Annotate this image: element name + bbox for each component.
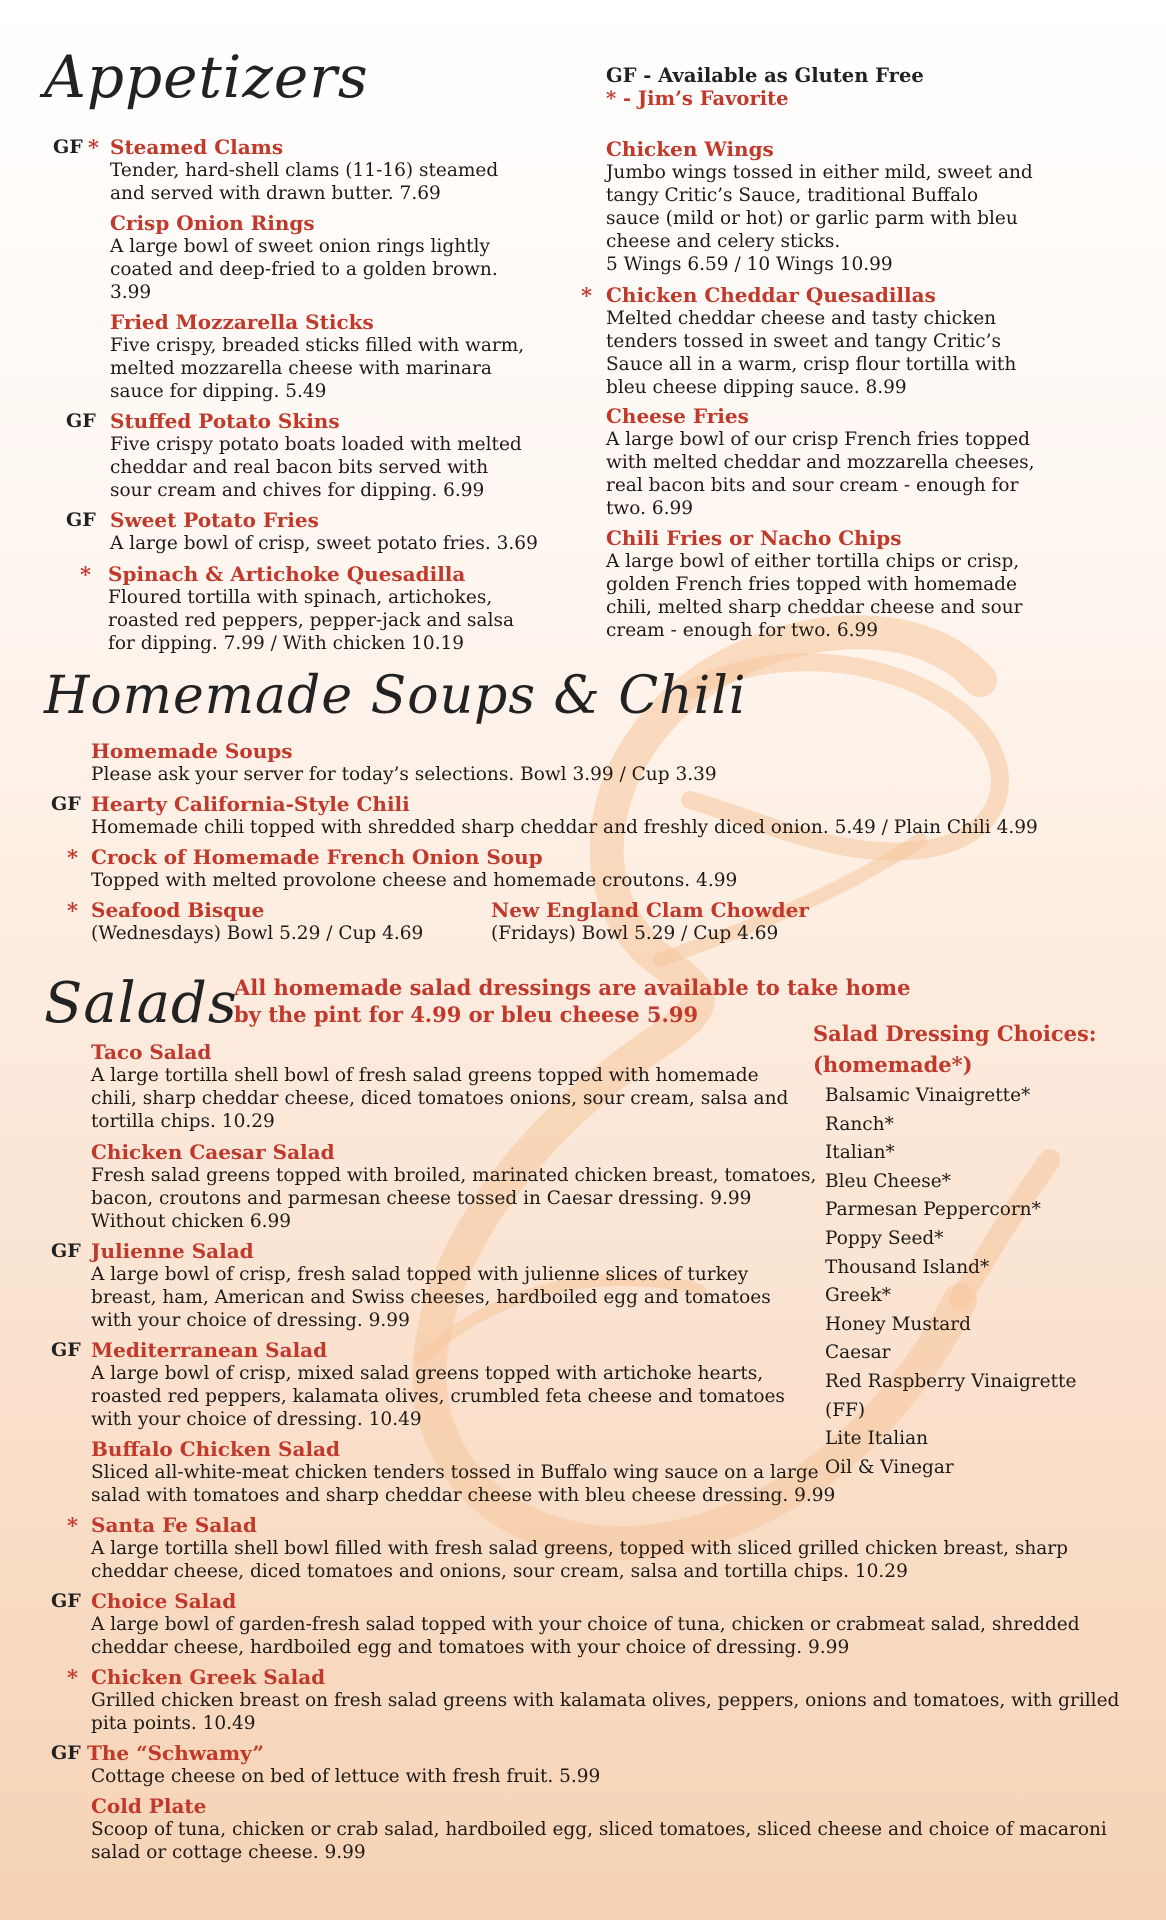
item-description: A large bowl of either tortilla chips or crisp, golden French fries topped with homemade chili, melted sharp cheddar cheese and sour cream - enough for two. 6.99	[606, 551, 1023, 641]
gf-badge: GF	[51, 793, 81, 815]
item-description: Please ask your server for today’s selections. Bowl 3.99 / Cup 3.39	[91, 764, 717, 785]
menu-item-taco-salad	[91, 1041, 791, 1133]
item-name: New England Clam Chowder	[491, 898, 809, 922]
item-name: Fried Mozzarella Sticks	[110, 310, 374, 334]
gf-badge: GF	[51, 1240, 81, 1262]
item-description: Fresh salad greens topped with broiled, marinated chicken breast, tomatoes, bacon, croutons and parmesan cheese tossed in Caesar dressing. 9.99 Without chicken 6.99	[91, 1165, 817, 1232]
favorite-star-icon: *	[67, 1513, 78, 1538]
menu-item-steamed-clams	[110, 136, 530, 205]
item-description: Melted cheddar cheese and tasty chicken tenders tossed in sweet and tangy Critic’s Sauce all in a warm, crisp flour tortilla with bleu cheese dipping sauce. 8.99	[606, 308, 1017, 398]
item-name: Cold Plate	[91, 1794, 207, 1818]
item-name: Chicken Cheddar Quesadillas	[606, 283, 936, 307]
item-name: Spinach & Artichoke Quesadilla	[108, 562, 466, 586]
dressing-option: Italian*	[825, 1142, 895, 1164]
item-description: A large bowl of sweet onion rings lightly coated and deep-fried to a golden brown. 3.99	[110, 236, 498, 303]
dressing-option: Lite Italian	[825, 1428, 929, 1450]
dressing-option: Balsamic Vinaigrette*	[825, 1085, 1031, 1106]
dressing-option: Poppy Seed*	[825, 1227, 944, 1249]
menu-item-choice-salad	[91, 1590, 1141, 1659]
item-name: Julienne Salad	[91, 1239, 254, 1263]
menu-item-santa-fe-salad	[91, 1514, 1121, 1583]
menu-item-chicken-greek-salad	[91, 1666, 1121, 1735]
appetizers-heading: Appetizers	[44, 43, 369, 111]
item-name: Steamed Clams	[110, 135, 284, 159]
menu-item-hearty-california-chili	[91, 793, 1151, 839]
item-description: A large bowl of our crisp French fries topped with melted cheddar and mozzarella cheeses, real bacon bits and sour cream - enough for two. 6.99	[606, 429, 1035, 519]
menu-item-crisp-onion-rings	[110, 212, 500, 304]
item-name: Crisp Onion Rings	[110, 211, 315, 235]
dressing-option: Red Raspberry Vinaigrette (FF)	[825, 1370, 1077, 1421]
menu-item-chicken-cheddar-quesadillas	[606, 284, 1046, 399]
item-description: Scoop of tuna, chicken or crab salad, hardboiled egg, sliced tomatoes, sliced cheese and choice of macaroni salad or cottage cheese. 9.99	[91, 1819, 1107, 1863]
dressing-option: Ranch*	[825, 1113, 894, 1135]
favorite-star-icon: *	[67, 1665, 78, 1690]
gf-badge: GF	[51, 1742, 81, 1764]
legend-gluten-free: GF - Available as Gluten Free	[606, 64, 924, 87]
dressing-option: Greek*	[825, 1285, 891, 1307]
menu-item-buffalo-chicken-salad	[91, 1438, 861, 1507]
salads-heading: Salads	[44, 971, 238, 1036]
gf-badge: GF	[66, 410, 96, 432]
dressing-choices-title: Salad Dressing Choices: (homemade*)	[813, 1021, 1097, 1077]
item-description: Grilled chicken breast on fresh salad greens with kalamata olives, peppers, onions and tomatoes, with grilled pita points. 10.49	[91, 1690, 1120, 1734]
menu-item-spinach-artichoke-quesadilla	[108, 563, 528, 655]
item-name: Chili Fries or Nacho Chips	[606, 526, 902, 550]
menu-item-fried-mozzarella-sticks	[110, 311, 540, 403]
legend	[606, 64, 924, 110]
item-name: Chicken Caesar Salad	[91, 1140, 335, 1164]
item-description: Topped with melted provolone cheese and homemade croutons. 4.99	[91, 870, 738, 891]
item-name: Taco Salad	[91, 1040, 212, 1064]
dressing-list	[813, 1082, 1113, 1482]
dressing-option: Parmesan Peppercorn*	[825, 1199, 1041, 1221]
item-name: Choice Salad	[91, 1589, 237, 1613]
favorite-star-icon: *	[88, 135, 99, 160]
gf-badge: GF	[53, 136, 83, 158]
favorite-star-icon: *	[67, 845, 78, 870]
item-description: Five crispy potato boats loaded with melted cheddar and real bacon bits served with sour cream and chives for dipping. 6.99	[110, 434, 522, 501]
item-description: Five crispy, breaded sticks filled with warm, melted mozzarella cheese with marinara sauce for dipping. 5.49	[110, 335, 525, 402]
item-price: 5 Wings 6.59 / 10 Wings 10.99	[606, 254, 893, 275]
item-description: A large bowl of crisp, mixed salad greens topped with artichoke hearts, roasted red peppers, kalamata olives, crumbled feta cheese and tomatoes with your choice of dressing. 10.49	[91, 1363, 785, 1430]
menu-item-mediterranean-salad	[91, 1339, 791, 1431]
item-name: Chicken Wings	[606, 137, 774, 161]
item-description: A large tortilla shell bowl filled with fresh salad greens, topped with sliced grilled chicken breast, sharp cheddar cheese, diced tomatoes and onions, sour cream, salsa and tortilla chips. 10.29	[91, 1538, 1068, 1582]
gf-badge: GF	[51, 1339, 81, 1361]
item-description: Homemade chili topped with shredded sharp cheddar and freshly diced onion. 5.49 / Plain Chili 4.99	[91, 817, 1038, 838]
item-name: Cheese Fries	[606, 404, 749, 428]
item-description: Jumbo wings tossed in either mild, sweet and tangy Critic’s Sauce, traditional Buffalo sauce (mild or hot) or garlic parm with bleu cheese and celery sticks.	[606, 162, 1033, 252]
menu-item-seafood-bisque	[91, 899, 471, 945]
menu-item-cheese-fries	[606, 405, 1036, 520]
menu-item-french-onion-soup	[91, 846, 1091, 892]
dressing-option: Oil & Vinegar	[825, 1456, 954, 1478]
dressing-option: Honey Mustard	[825, 1313, 971, 1335]
item-name: Crock of Homemade French Onion Soup	[91, 845, 543, 869]
item-description: Floured tortilla with spinach, artichokes, roasted red peppers, pepper-jack and salsa for dipping. 7.99 / With chicken 10.19	[108, 587, 515, 654]
soups-heading: Homemade Soups & Chili	[44, 666, 747, 726]
dressing-option: Thousand Island*	[825, 1256, 990, 1278]
item-name: Seafood Bisque	[91, 898, 265, 922]
menu-item-sweet-potato-fries	[110, 509, 570, 555]
item-name: Mediterranean Salad	[91, 1338, 328, 1362]
item-description: A large bowl of crisp, fresh salad topped with julienne slices of turkey breast, ham, American and Swiss cheeses, hardboiled egg and tomatoes with your choice of dressing. 9.99	[91, 1264, 771, 1331]
item-description: A large bowl of crisp, sweet potato fries. 3.69	[110, 533, 538, 554]
item-name: Sweet Potato Fries	[110, 508, 319, 532]
menu-item-homemade-soups	[91, 740, 1091, 786]
gf-badge: GF	[66, 509, 96, 531]
item-name: Homemade Soups	[91, 739, 293, 763]
dressing-choices	[813, 1018, 1113, 1482]
menu-item-chili-fries-nacho-chips	[606, 527, 1036, 642]
gf-badge: GF	[51, 1590, 81, 1612]
item-name: Stuffed Potato Skins	[110, 409, 340, 433]
item-name: Hearty California-Style Chili	[91, 792, 410, 816]
menu-item-cold-plate	[91, 1795, 1141, 1864]
menu-item-the-schwamy	[87, 1742, 1087, 1788]
legend-favorite: * - Jim’s Favorite	[606, 87, 789, 110]
item-name: Buffalo Chicken Salad	[91, 1437, 340, 1461]
item-description: A large tortilla shell bowl of fresh salad greens topped with homemade chili, sharp cheddar cheese, diced tomatoes onions, sour cream, salsa and tortilla chips. 10.29	[91, 1065, 789, 1132]
item-description: Sliced all-white-meat chicken tenders tossed in Buffalo wing sauce on a large salad with tomatoes and sharp cheddar cheese with bleu cheese dressing. 9.99	[91, 1462, 836, 1506]
item-description: (Fridays) Bowl 5.29 / Cup 4.69	[491, 923, 779, 944]
item-description: Cottage cheese on bed of lettuce with fresh fruit. 5.99	[91, 1766, 601, 1787]
favorite-star-icon: *	[80, 562, 91, 587]
item-description: Tender, hard-shell clams (11-16) steamed and served with drawn butter. 7.69	[110, 160, 499, 204]
dressing-option: Bleu Cheese*	[825, 1170, 951, 1192]
favorite-star-icon: *	[581, 283, 592, 308]
menu-item-julienne-salad	[91, 1240, 811, 1332]
menu-item-new-england-clam-chowder	[491, 899, 871, 945]
favorite-star-icon: *	[67, 898, 78, 923]
item-name: Santa Fe Salad	[91, 1513, 257, 1537]
dressing-option: Caesar	[825, 1342, 891, 1364]
menu-item-stuffed-potato-skins	[110, 410, 530, 502]
menu-item-chicken-wings	[606, 138, 1036, 276]
item-name: Chicken Greek Salad	[91, 1665, 326, 1689]
item-name: The “Schwamy”	[87, 1741, 264, 1765]
item-description: (Wednesdays) Bowl 5.29 / Cup 4.69	[91, 923, 424, 944]
dressing-takehome-note: All homemade salad dressings are available to take home by the pint for 4.99 or bleu cheese 5.99	[234, 975, 911, 1027]
item-description: A large bowl of garden-fresh salad topped with your choice of tuna, chicken or crabmeat salad, shredded cheddar cheese, hardboiled egg and tomatoes with your choice of dressing. 9.99	[91, 1614, 1080, 1658]
menu-item-chicken-caesar-salad	[91, 1141, 821, 1233]
